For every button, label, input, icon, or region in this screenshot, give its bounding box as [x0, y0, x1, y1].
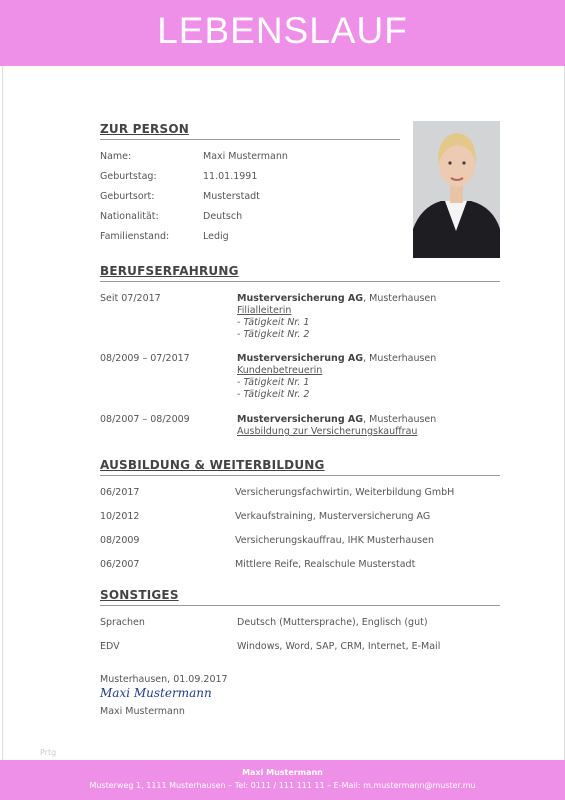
section-heading-other: SONSTIGES — [100, 588, 179, 602]
person-label: Nationalität: — [100, 211, 159, 222]
experience-company: Musterversicherung AG — [237, 353, 364, 364]
person-value: Ledig — [203, 231, 229, 242]
section-heading-person: ZUR PERSON — [100, 122, 189, 136]
experience-task: - Tätigkeit Nr. 1 — [237, 317, 310, 328]
experience-place: , Musterhausen — [363, 414, 437, 425]
section-divider — [100, 281, 500, 282]
experience-role: Kundenbetreuerin — [237, 365, 323, 376]
section-divider — [100, 605, 500, 606]
section-divider — [100, 475, 500, 476]
person-label: Geburtsort: — [100, 191, 155, 202]
portrait-illustration — [413, 121, 500, 258]
other-value: Deutsch (Muttersprache), Englisch (gut) — [237, 617, 428, 628]
person-value: Maxi Mustermann — [203, 151, 288, 162]
person-value: Deutsch — [203, 211, 243, 222]
experience-place: , Musterhausen — [363, 353, 437, 364]
experience-task: - Tätigkeit Nr. 1 — [237, 377, 310, 388]
footer-name: Maxi Mustermann — [242, 768, 323, 777]
person-label: Familienstand: — [100, 231, 170, 242]
person-value: Musterstadt — [203, 191, 260, 202]
education-date: 06/2007 — [100, 559, 140, 570]
watermark: Prtg — [40, 748, 57, 757]
experience-company-line — [237, 414, 436, 425]
experience-date: Seit 07/2017 — [100, 293, 161, 304]
experience-company-line — [237, 353, 436, 364]
experience-date: 08/2009 – 07/2017 — [100, 353, 190, 364]
experience-place: , Musterhausen — [363, 293, 437, 304]
education-date: 10/2012 — [100, 511, 140, 522]
experience-company-line — [237, 293, 436, 304]
section-divider — [100, 139, 400, 140]
education-date: 06/2017 — [100, 487, 140, 498]
person-value: 11.01.1991 — [203, 171, 258, 182]
person-label: Name: — [100, 151, 132, 162]
signature: Maxi Mustermann — [100, 686, 212, 700]
profile-photo — [413, 121, 500, 258]
education-text: Verkaufstraining, Musterversicherung AG — [235, 511, 431, 522]
page-title: LEBENSLAUF — [157, 10, 408, 51]
footer-bar — [0, 760, 565, 800]
section-heading-experience: BERUFSERFAHRUNG — [100, 264, 239, 278]
header-bar — [0, 0, 565, 66]
experience-date: 08/2007 – 08/2009 — [100, 414, 190, 425]
experience-role: Filialleiterin — [237, 305, 292, 316]
footer-address: Musterweg 1, 1111 Musterhausen – Tel: 0111 / 111 111 11 – E-Mail: m.mustermann@muster.mu — [89, 781, 476, 790]
section-heading-education: AUSBILDUNG & WEITERBILDUNG — [100, 458, 325, 472]
experience-task: - Tätigkeit Nr. 2 — [237, 329, 310, 340]
other-value: Windows, Word, SAP, CRM, Internet, E-Mail — [237, 641, 441, 652]
person-label: Geburtstag: — [100, 171, 157, 182]
other-label: EDV — [100, 641, 120, 652]
experience-task: - Tätigkeit Nr. 2 — [237, 389, 310, 400]
signer-name: Maxi Mustermann — [100, 706, 185, 717]
other-label: Sprachen — [100, 617, 145, 628]
experience-company: Musterversicherung AG — [237, 414, 364, 425]
experience-company: Musterversicherung AG — [237, 293, 364, 304]
education-date: 08/2009 — [100, 535, 140, 546]
education-text: Versicherungsfachwirtin, Weiterbildung GmbH — [235, 487, 455, 498]
education-text: Mittlere Reife, Realschule Musterstadt — [235, 559, 416, 570]
experience-role: Ausbildung zur Versicherungskauffrau — [237, 426, 418, 437]
place-date: Musterhausen, 01.09.2017 — [100, 674, 228, 685]
education-text: Versicherungskauffrau, IHK Musterhausen — [235, 535, 434, 546]
